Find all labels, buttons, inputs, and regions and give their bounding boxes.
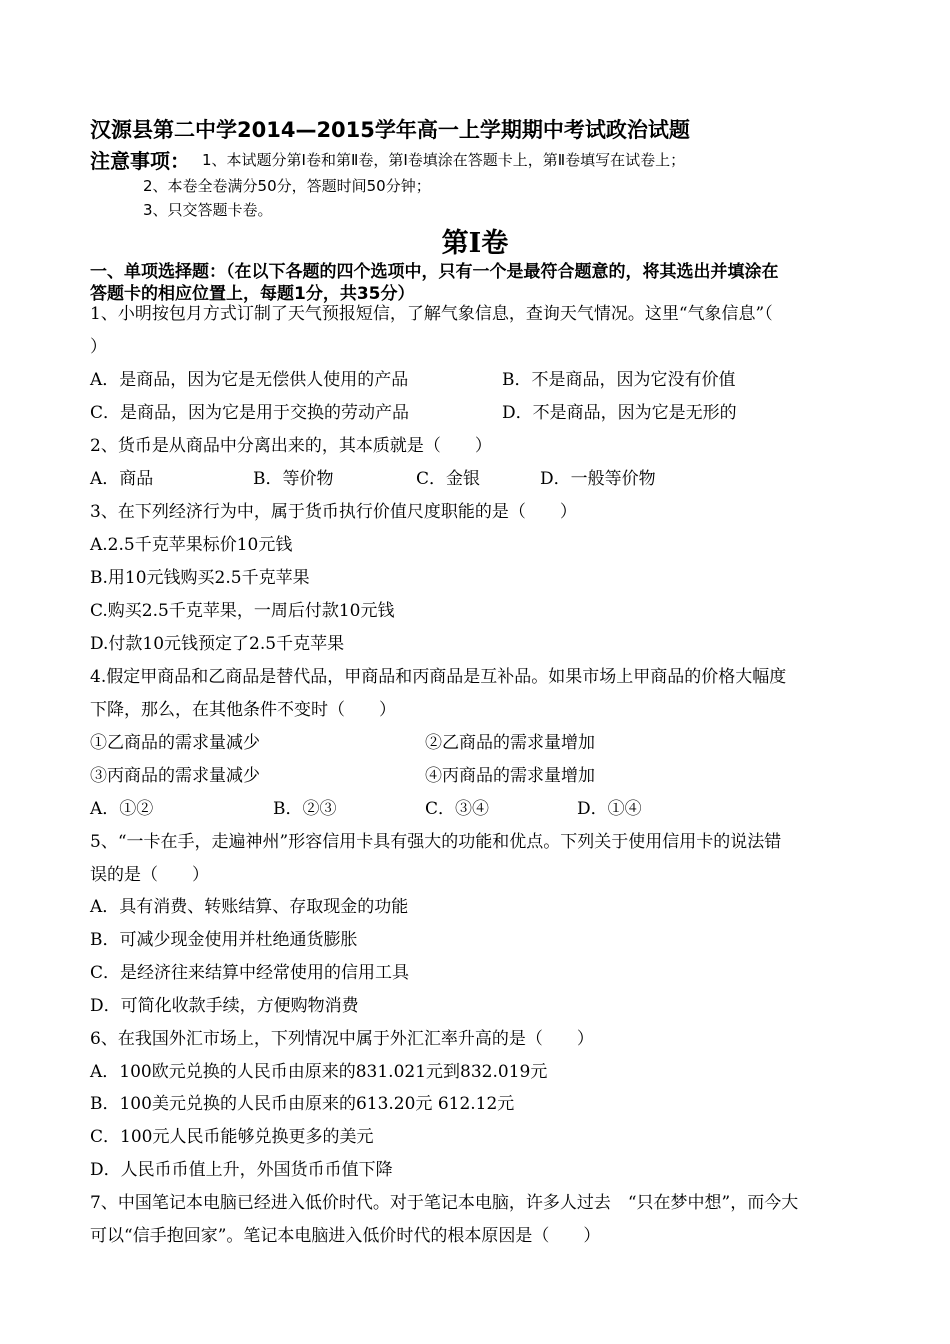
- option-c: C．金银: [416, 469, 481, 489]
- option-b: B．②③: [273, 799, 337, 819]
- notice-heading: 注意事项：: [90, 149, 190, 173]
- question-stem: 误的是（ ）: [90, 865, 209, 885]
- option-d: D．①④: [577, 799, 642, 819]
- option-a: A．是商品，因为它是无偿供人使用的产品: [90, 370, 409, 390]
- option-b: B．等价物: [253, 469, 334, 489]
- section-instructions: 答题卡的相应位置上，每题1分，共35分）: [90, 284, 415, 304]
- option-b: B．不是商品，因为它没有价值: [502, 370, 736, 390]
- option-a: A．具有消费、转账结算、存取现金的功能: [90, 897, 409, 917]
- option-b: B.用10元钱购买2.5千克苹果: [90, 568, 310, 588]
- option-b: B．100美元兑换的人民币由原来的613.20元 612.12元: [90, 1094, 515, 1114]
- option-d: D．可简化收款手续，方便购物消费: [90, 996, 359, 1016]
- question-stem: 2、货币是从商品中分离出来的，其本质就是（ ）: [90, 436, 492, 456]
- option-d: D．不是商品，因为它是无形的: [502, 403, 737, 423]
- page-title: 汉源县第二中学2014—2015学年高一上学期期中考试政治试题: [90, 118, 690, 142]
- option-a: A.2.5千克苹果标价10元钱: [90, 535, 293, 555]
- option-c: C．是商品，因为它是用于交换的劳动产品: [90, 403, 410, 423]
- question-stem: 5、“一卡在手，走遍神州”形容信用卡具有强大的功能和优点。下列关于使用信用卡的说法错: [90, 832, 782, 852]
- volume-title: 第Ⅰ卷: [441, 228, 509, 259]
- question-stem: 6、在我国外汇市场上，下列情况中属于外汇汇率升高的是（ ）: [90, 1029, 594, 1049]
- option-c: C.购买2.5千克苹果，一周后付款10元钱: [90, 601, 395, 621]
- question-stem: 3、在下列经济行为中，属于货币执行价值尺度职能的是（ ）: [90, 502, 577, 522]
- option-a: A．100欧元兑换的人民币由原来的831.021元到832.019元: [90, 1062, 548, 1082]
- statement-2: ②乙商品的需求量增加: [425, 733, 595, 753]
- notice-item: 2、本卷全卷满分50分，答题时间50分钟；: [143, 177, 431, 195]
- question-stem: 1、小明按包月方式订制了天气预报短信，了解气象信息，查询天气情况。这里“气象信息”（: [90, 304, 773, 324]
- question-stem: 可以“信手抱回家”。笔记本电脑进入低价时代的根本原因是（ ）: [90, 1226, 601, 1246]
- section-instructions: 一、单项选择题：（在以下各题的四个选项中，只有一个是最符合题意的，将其选出并填涂在: [90, 262, 779, 282]
- option-c: C．是经济往来结算中经常使用的信用工具: [90, 963, 410, 983]
- statement-1: ①乙商品的需求量减少: [90, 733, 260, 753]
- option-d: D.付款10元钱预定了2.5千克苹果: [90, 634, 345, 654]
- question-stem: 4.假定甲商品和乙商品是替代品，甲商品和丙商品是互补品。如果市场上甲商品的价格大幅度: [90, 667, 787, 687]
- option-d: D．人民币币值上升，外国货币币值下降: [90, 1160, 393, 1180]
- statement-3: ③丙商品的需求量减少: [90, 766, 260, 786]
- question-stem: 下降，那么，在其他条件不变时（ ）: [90, 700, 396, 720]
- option-c: C．100元人民币能够兑换更多的美元: [90, 1127, 374, 1147]
- option-c: C．③④: [425, 799, 490, 819]
- notice-item: 3、只交答题卡卷。: [143, 201, 273, 219]
- option-a: A．商品: [90, 469, 154, 489]
- question-stem: 7、中国笔记本电脑已经进入低价时代。对于笔记本电脑，许多人过去 “只在梦中想”，而今大: [90, 1193, 799, 1213]
- statement-4: ④丙商品的需求量增加: [425, 766, 595, 786]
- option-a: A．①②: [90, 799, 154, 819]
- option-b: B．可减少现金使用并杜绝通货膨胀: [90, 930, 358, 950]
- option-d: D．一般等价物: [540, 469, 656, 489]
- question-stem: ）: [90, 337, 107, 357]
- notice-item: 1、本试题分第Ⅰ卷和第Ⅱ卷，第Ⅰ卷填涂在答题卡上，第Ⅱ卷填写在试卷上；: [202, 151, 686, 169]
